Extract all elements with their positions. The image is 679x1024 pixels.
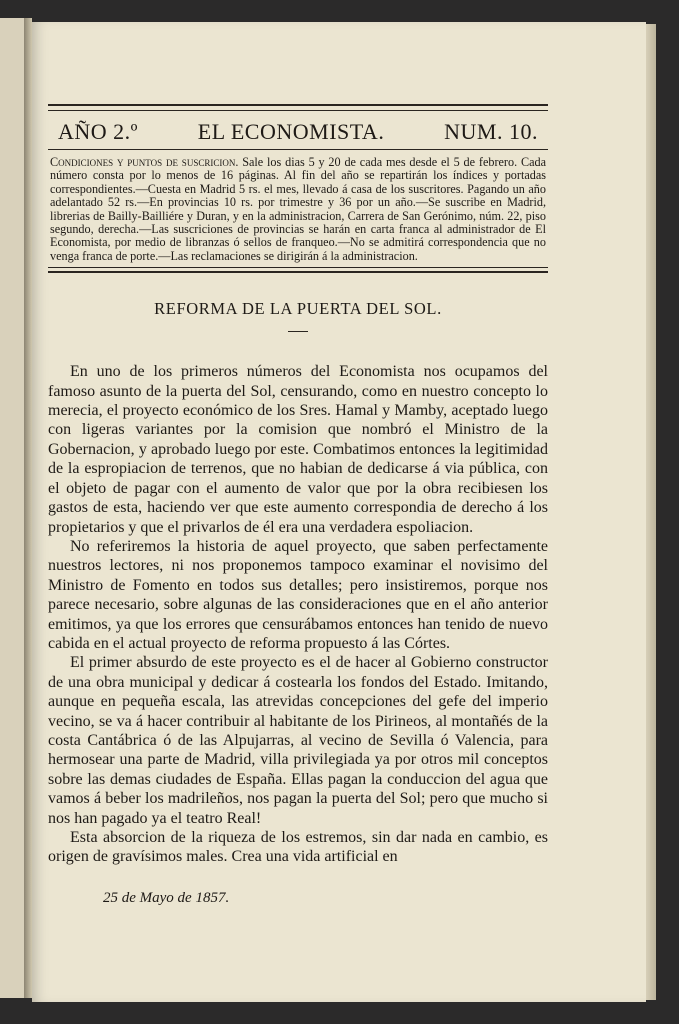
- facing-page-edge: [0, 18, 25, 998]
- masthead-title: EL ECONOMISTA.: [197, 119, 385, 144]
- page-content: [48, 104, 548, 867]
- subscription-conditions: [48, 156, 548, 263]
- masthead-year: AÑO 2.º: [58, 119, 138, 144]
- article-paragraph: Esta absorcion de la riqueza de los estremos, sin dar nada en cambio, es origen de gravísimos males. Crea una vida artificial en: [48, 829, 548, 866]
- conditions-heading: Condiciones y puntos de suscricion.: [50, 155, 239, 169]
- masthead-bottom-rule: [48, 149, 548, 150]
- article-paragraph: El primer absurdo de este proyecto es el de hacer al Gobierno constructor de una obra municipal y dedicar á costearla los fondos del Estado. Imitando, aunque en pequeña escala, las atrevidas concepciones del gefe del imperio vecino, se va á hacer contribuir al habitante de los Pirineos, al montañés de la costa Cantábrica ó de las Alpujarras, al vecino de Sevilla ó Valencia, para hermosear una parte de Madrid, villa privilegiada ya por otros mil conceptos sobre las demas ciudades de España. Ellas pagan la conduccion del agua que vamos á beber los madrileños, nos pagan la puerta del Sol; pero que mucho si nos han pagado ya el teatro Real!: [48, 654, 548, 827]
- title-separator: [288, 331, 308, 332]
- article-paragraph: En uno de los primeros números del Economista nos ocupamos del famoso asunto de la puerta del Sol, censurando, como en nuestro concepto lo merecia, el proyecto económico de los Sres. Hamal y Mamby, aceptado luego con ligeras variantes por la comision que nombró el Ministro de la Gobernacion, y aprobado luego por este. Combatimos entonces la legitimidad de la espropiacion de terrenos, que no habian de dedicarse á via pública, con el objeto de pagar con el aumento de valor que por la obra recibiesen los gastos de esta, haciendo ver que este aumento correspondia de derecho á los propietarios y que el privarlos de él era una verdadera espoliacion.: [48, 363, 548, 536]
- conditions-bottom-rule: [48, 267, 548, 273]
- conditions-text: Sale los dias 5 y 20 de cada mes desde el 5 de febrero. Cada número consta por lo menos de 16 páginas. Al fin del año se repartirán los índices y portadas correspondientes.—Cuesta en Madrid 5 rs. el mes, llevado á casa de los suscritores. Pagando un año adelantado 52 rs.—En provincias 10 rs. por trimestre y 36 por un año.—Se suscribe en Madrid, librerias de Bailly-Bailliére y Duran, y en la administracion, Carrera de San Gerónimo, núm. 22, piso segundo, derecha.—Las suscriciones de provincias se harán en carta franca al administrador de El Economista, por medio de libranzas ó sellos de franqueo.—No se admitirá correspondencia que no venga franca de porte.—Las reclamaciones se dirigirán á la administracion.: [50, 155, 546, 263]
- article-body: [48, 362, 548, 867]
- masthead-number: NUM. 10.: [444, 119, 538, 144]
- issue-date: 25 de Mayo de 1857.: [103, 890, 230, 906]
- article-paragraph: No referiremos la historia de aquel proyecto, que saben perfectamente nuestros lectores, ni nos proponemos tampoco examinar el novisimo del Ministro de Fomento en todos sus detalles; pero insistiremos, porque nos parece necesario, sobre algunas de las consideraciones que en el año anterior emitimos, ya que los errores que censurábamos entonces han tenido de nuevo cabida en el actual proyecto de reforma propuesto á las Córtes.: [48, 537, 548, 652]
- masthead-top-rule: [48, 104, 548, 111]
- article-title: REFORMA DE LA PUERTA DEL SOL.: [154, 299, 442, 319]
- page-stack-edge: [646, 24, 656, 1000]
- masthead: [48, 111, 548, 147]
- book-spine: [24, 18, 32, 998]
